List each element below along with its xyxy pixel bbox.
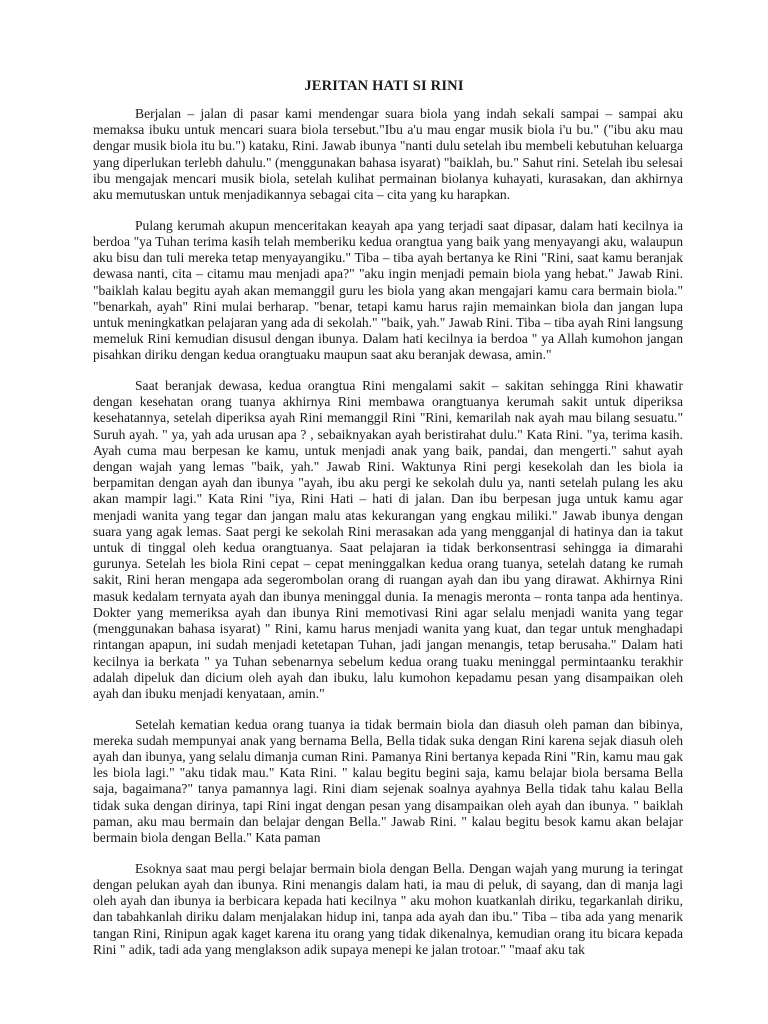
paragraph-3: Saat beranjak dewasa, kedua orangtua Rini mengalami sakit – sakitan sehingga Rini khawatir dengan kesehatan orang tuanya akhirnya Rini membawa orangtuanya kerumah sakit untuk diperiksa kesehatannya, setelah diperiksa ayah Rini memanggil Rini "Rini, kemarilah nak ayah mau bilang sesuatu." Suruh ayah. " ya, yah ada urusan apa ? , sebaiknyakan ayah beristirahat dulu." Kata Rini. "ya, terima kasih. Ayah cuma mau berpesan ke kamu, untuk menjadi anak yang baik, pandai, dan mengerti." sahut ayah dengan wajah yang lemas "baik, yah." Jawab Rini. Waktunya Rini pergi kesekolah dan les biola ia berpamitan dengan ayah dan ibunya "ayah, ibu aku pergi ke sekolah dulu ya, nanti setelah pulang les aku akan mampir lagi." Kata Rini "iya, Rini Hati – hati di jalan. Dan ibu berpesan juga untuk kamu agar menjadi wanita yang tegar dan jangan malu atas kekurangan yang engkau miliki." Jawab ibunya dengan suara yang agak lemas. Saat pergi ke sekolah Rini merasakan ada yang mengganjal di hatinya dan ia takut untuk di tinggal oleh kedua orangtuanya. Saat pelajaran ia tidak berkonsentrasi sehingga ia dimarahi gurunya. Setelah les biola Rini cepat – cepat meninggalkan kedua orang tuanya, setelah datang ke rumah sakit, Rini heran mengapa ada segerombolan orang di ruangan ayah dan ibu yang dirawat. Akhirnya Rini masuk kedalam ternyata ayah dan ibunya meninggal dunia. Ia menagis meronta – ronta tanpa ada hentinya. Dokter yang memeriksa ayah dan ibunya Rini memotivasi Rini agar selalu menjadi wanita yang tegar (menggunakan bahasa isyarat) " Rini, kamu harus menjadi wanita yang kuat, dan tegar untuk menghadapi rintangan apapun, ini sudah menjadi ketetapan Tuhan, jadi jangan menangis, tetap berusaha." Dalam hati kecilnya ia berkata " ya Tuhan sebenarnya sebelum kedua orang tuaku meninggal permintaanku terakhir adalah dipeluk dan dicium oleh ayah dan ibuku, lalu kumohon kepadamu pesan yang disampaikan oleh ayah dan ibuku menjadi kenyataan, amin." [93,378,683,701]
paragraph-2: Pulang kerumah akupun menceritakan keayah apa yang terjadi saat dipasar, dalam hati kecilnya ia berdoa "ya Tuhan terima kasih telah memberiku kedua orangtua yang baik yang menyayangi aku, walaupun aku bisu dan tuli mereka tetap menyayangiku." Tiba – tiba ayah bertanya ke Rini "Rini, saat kamu beranjak dewasa nanti, cita – citamu mau menjadi apa?" "aku ingin menjadi pemain biola yang hebat." Jawab Rini. "baiklah kalau begitu ayah akan memanggil guru les biola yang akan mengajari kamu cara bermain biola." "benarkah, ayah" Rini mulai berharap. "benar, tetapi kamu harus rajin memainkan biola dan jangan lupa untuk meningkatkan pelajaran yang ada di sekolah." "baik, yah." Jawab Rini. Tiba – tiba ayah Rini langsung memeluk Rini kemudian disusul dengan ibunya. Dalam hati kecilnya ia berdoa " ya Allah kumohon jangan pisahkan diriku dengan kedua orangtuaku maupun saat aku beranjak dewasa, amin." [93,217,683,363]
document-body [93,106,683,972]
paragraph-4: Setelah kematian kedua orang tuanya ia tidak bermain biola dan diasuh oleh paman dan bibinya, mereka sudah mempunyai anak yang bernama Bella, Bella tidak suka dengan Rini karena sejak diasuh oleh ayah dan ibunya, yang selalu dimanja cuman Rini. Pamanya Rini bertanya kepada Rini "Rin, kamu mau gak les biola lagi." "aku tidak mau." Kata Rini. " kalau begitu begini saja, kamu belajar biola bersama Bella saja, bagaimana?" tanya pamannya lagi. Rini diam sejenak soalnya ayahnya Bella tidak tahu kalau Bella tidak suka dengan dirinya, tapi Rini ingat dengan pesan yang disampaikan oleh ayah dan ibunya. " baiklah paman, aku mau bermain dan belajar dengan Bella." Jawab Rini. " kalau begitu besok kamu akan belajar bermain biola dengan Bella." Kata paman [93,716,683,846]
document-title: JERITAN HATI SI RINI [304,78,464,94]
paragraph-5: Esoknya saat mau pergi belajar bermain biola dengan Bella. Dengan wajah yang murung ia teringat dengan pelukan ayah dan ibunya. Rini menangis dalam hati, ia mau di peluk, di sayang, dan di manja lagi oleh ayah dan ibunya ia berbicara kepada hati kecilnya " aku mohon kuatkanlah diriku, tegarkanlah diriku, dan tabahkanlah diriku dalam menjalakan hidup ini, tanpa ada ayah dan ibu." Tiba – tiba ada yang menarik tangan Rini, Rinipun agak kaget karena itu orang yang tidak dikenalnya, kemudian orang itu bicara kepada Rini " adik, tadi ada yang menglakson adik supaya menepi ke jalan trotoar." "maaf aku tak [93,860,683,957]
paragraph-1: Berjalan – jalan di pasar kami mendengar suara biola yang indah sekali sampai – sampai aku memaksa ibuku untuk mencari suara biola tersebut."Ibu a'u mau engar musik biola i'u bu." ("ibu aku mau dengar musik biola itu bu.") kataku, Rini. Jawab ibunya "nanti dulu setelah ibu membeli kebutuhan keluarga yang diperlukan terlebh dahulu." (menggunakan bahasa isyarat) "baiklah, bu." Sahut rini. Setelah ibu selesai ibu mengajak mencari musik biola, setelah kulihat permainan biolanya kuhayati, kurasakan, dan akhirnya aku memutuskan untuk menjadikannya sebagai cita – cita yang ku harapkan. [93,106,683,203]
